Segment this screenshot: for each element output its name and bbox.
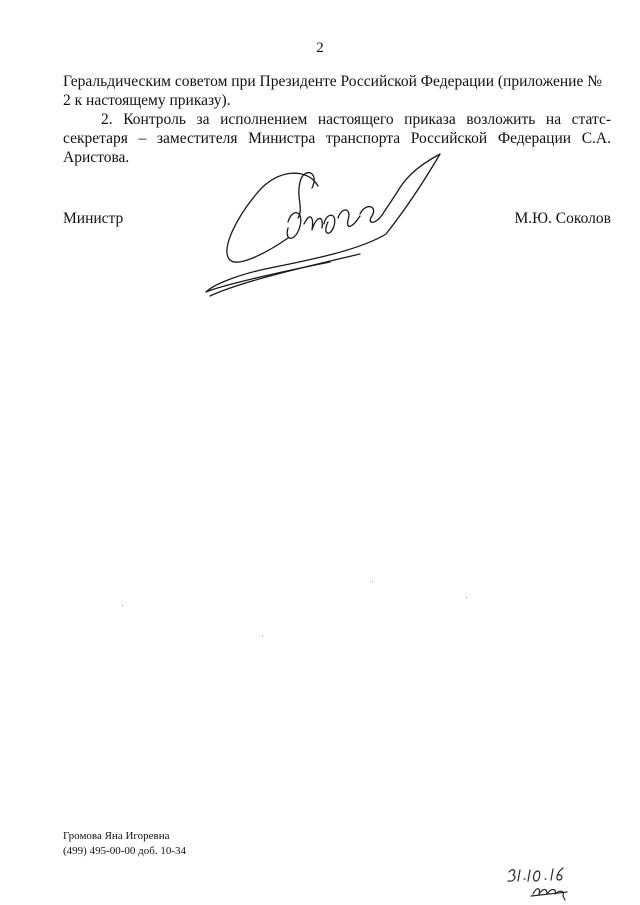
- signatory-position: Министр: [63, 210, 124, 227]
- scan-speck: [262, 636, 263, 637]
- paragraph-control-text: 2. Контроль за исполнением настоящего приказа возложить на статс-секретаря – заместителя Министра транспорта Российской Федерации С.А. Аристова.: [63, 111, 611, 166]
- signatory-name: М.Ю. Соколов: [514, 210, 611, 227]
- scan-speck: [372, 581, 373, 582]
- executor-phone: (499) 495-00-00 доб. 10-34: [63, 845, 187, 857]
- paragraph-continuation: Геральдическим советом при Президенте Российской Федерации (приложение № 2 к настоящему приказу).: [63, 73, 602, 109]
- scan-speck: [466, 597, 467, 598]
- page-number: 2: [316, 40, 324, 56]
- handwritten-signature: [200, 150, 450, 300]
- scan-speck: [122, 605, 123, 606]
- executor-name: Громова Яна Игоревна: [63, 830, 170, 842]
- handwritten-date-mark: [505, 866, 590, 902]
